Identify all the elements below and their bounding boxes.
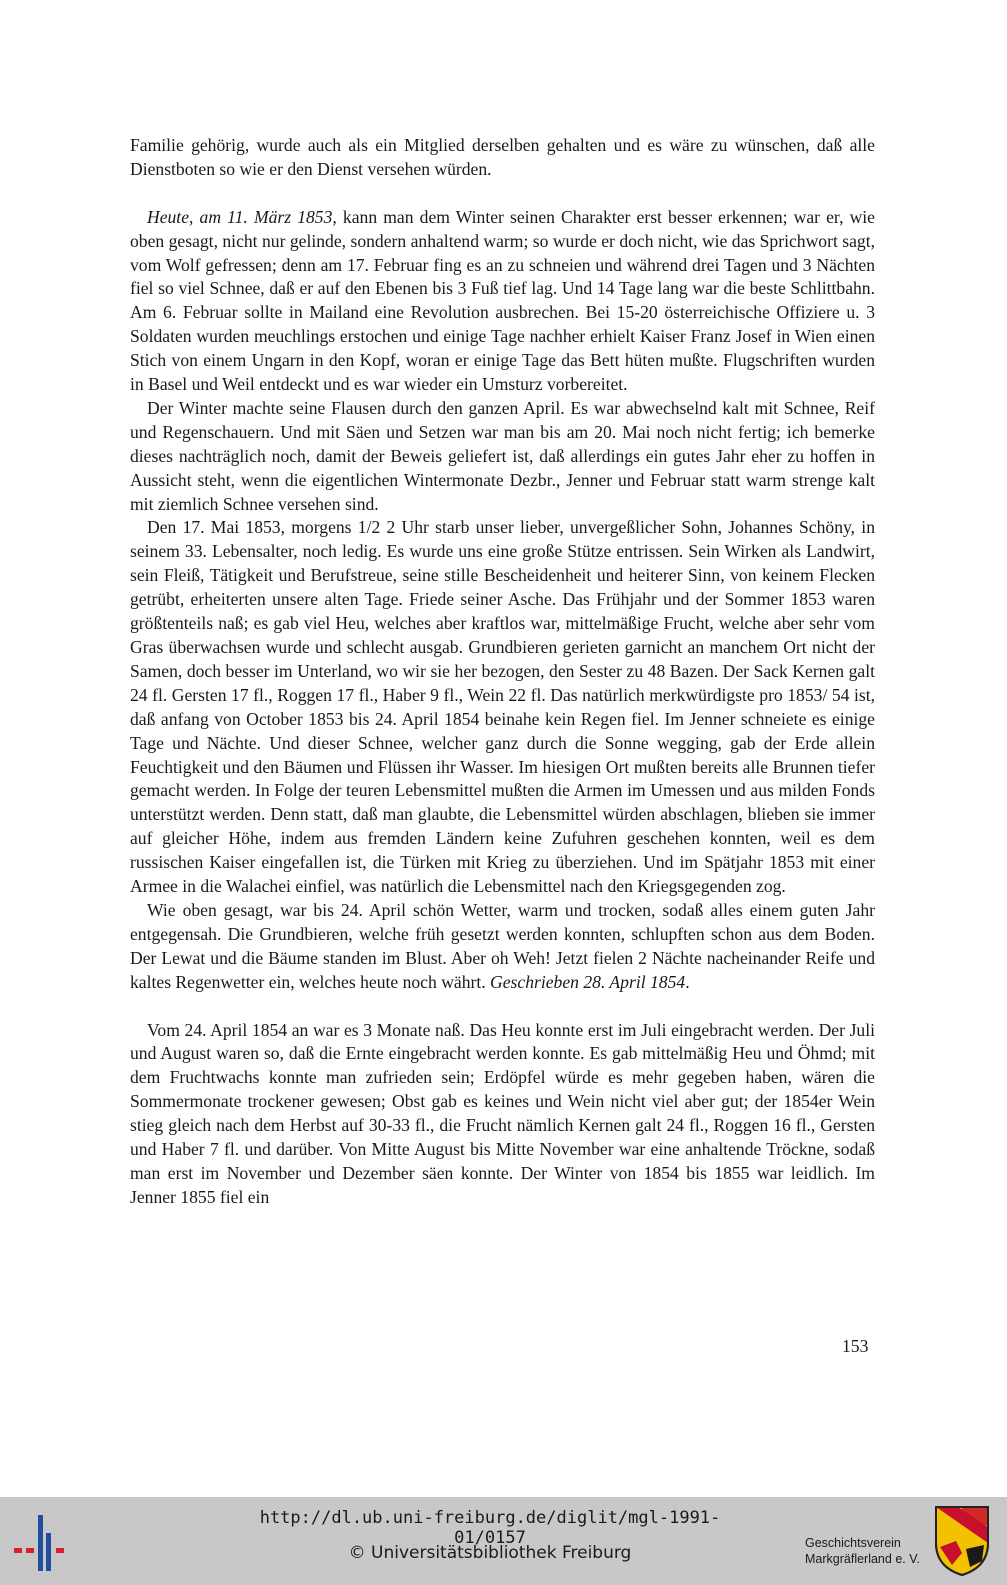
page-text: [130, 134, 875, 1210]
paragraph-5-text: Wie oben gesagt, war bis 24. April schön Wetter, warm und trocken, sodaß alles einem guten Jahr entgegensah. Die Grundbieren, welche früh gesetzt werden konnten, schlupften schon aus dem Boden. Der Lewat und die Bäume standen im Blust. Aber oh Weh! Jetzt fielen 2 Nächte nacheinander Reife und kaltes Regenwetter ein, welches heute noch währt.: [130, 899, 875, 992]
footer-copyright: © Universitätsbibliothek Freiburg: [348, 1543, 632, 1563]
paragraph-6-text: Vom 24. April 1854 an war es 3 Monate naß. Das Heu konnte erst im Juli eingebracht werden. Der Juli und August waren so, daß die Ernte eingebracht werden konnte. Es gab mittelmäßig Heu und Öhmd; mit dem Fruchtwachs konnte man zufrieden sein; Erdöpfel würde es mehr gegeben haben, wären die Sommermonate trockener gewesen; Obst gab es keines und Wein nicht viel aber gut; der 1854er Wein stieg gleich nach dem Herbst auf 30-33 fl., die Frucht nämlich Kernen galt 24 fl., Roggen 16 fl., Gersten und Haber 7 fl. und darüber. Von Mitte August bis Mitte November war eine anhaltende Tröckne, sodaß man erst im November und Dezember säen konnte. Der Winter von 1854 bis 1855 war leidlich. Im Jenner 1855 fiel ein: [130, 1019, 875, 1207]
paragraph-6: [130, 1019, 875, 1210]
footer-url-link[interactable]: http://dl.ub.uni-freiburg.de/diglit/mgl-1991-01/0157: [259, 1508, 721, 1548]
paragraph-1-text: Familie gehörig, wurde auch als ein Mitglied derselben gehalten und es wäre zu wünschen, daß alle Dienstboten so wie er den Dienst versehen würden.: [130, 135, 875, 179]
paragraph-5: [130, 899, 875, 995]
paragraph-5-trail-italic: Geschrieben 28. April 1854: [490, 971, 686, 992]
paragraph-3: [130, 397, 875, 517]
university-library-logo-icon: [14, 1515, 64, 1571]
footer-society-name: [805, 1535, 930, 1567]
paragraph-4-text: Den 17. Mai 1853, morgens 1/2 2 Uhr starb unser lieber, unvergeßlicher Sohn, Johannes Schöny, in seinem 33. Lebensalter, noch ledig. Es wurde uns eine große Stütze entrissen. Sein Wirken als Landwirt, sein Fleiß, Tätigkeit und Berufstreue, seine stille Bescheidenheit und heiterer Sinn, von keinem Flecken getrübt, erheiterten unsere alten Tage. Friede seiner Asche. Das Frühjahr und der Sommer 1853 waren größtenteils naß; es gab viel Heu, welches aber kraftlos war, mittelmäßige Frucht, welche aber sehr vom Gras überwachsen wurde und schlecht ausgab. Grundbieren gerieten garnicht an manchem Ort nicht der Samen, doch besser im Unterland, wo wir sie her bezogen, den Sester zu 48 Bazen. Der Sack Kernen galt 24 fl. Gersten 17 fl., Roggen 17 fl., Haber 9 fl., Wein 22 fl. Das natürlich merkwürdigste pro 1853/ 54 ist, daß anfang von October 1853 bis 24. April 1854 beinahe kein Regen fiel. Im Jenner schneiete es einige Tage und Nächte. Und dieser Schnee, welcher ganz durch die Sonne wegging, gab der Erde allein Feuchtigkeit und den Bäumen und Flüssen ihr Wasser. Im hiesigen Ort mußten bereits alle Brunnen tiefer gemacht werden. In Folge der teuren Lebensmittel mußten die Armen im Umessen und aus milden Fonds unterstützt werden. Denn statt, daß man glaubte, die Lebensmittel würden abschlagen, blieben sie immer auf gleicher Höhe, indem aus fremden Ländern keine Zufuhren geschehen konnten, weil es dem russischen Kaiser eingefallen ist, die Türken mit Krieg zu überziehen. Und im Spätjahr 1853 mit einer Armee in die Walachei einfiel, was natürlich die Lebensmittel nach den Kriegsgegenden zog.: [130, 517, 875, 897]
footer-bar: [0, 1497, 1007, 1585]
society-line-1: Geschichtsverein: [805, 1536, 901, 1550]
paragraph-5-trail-text: .: [685, 971, 690, 992]
paragraph-2: [130, 206, 875, 397]
paragraph-1: [130, 134, 875, 182]
paragraph-2-text: , kann man dem Winter seinen Charakter erst besser erkennen; war er, wie oben gesagt, nicht nur gelinde, sondern anhaltend warm; so wurde er doch nicht, wie das Sprichwort sagt, vom Wolf gefressen; denn am 17. Februar fing es an zu schneien und während drei Tagen und 3 Nächten fiel so viel Schnee, daß er auf den Ebenen bis 3 Fuß tief lag. Und 14 Tage lang war die beste Schlittbahn. Am 6. Februar sollte in Mailand eine Revolution ausbrechen. Bei 15-20 österreichische Offiziere u. 3 Soldaten wurden meuchlings erstochen und einige Tage nachher erhielt Kaiser Franz Josef in Wien einen Stich von einem Ungarn in den Kopf, woran er einige Tage das Bett hüten mußte. Flugschriften wurden in Basel und Weil entdeckt und es war wieder ein Umsturz vorbereitet.: [130, 206, 875, 395]
society-line-2: Markgräflerland e. V.: [805, 1552, 920, 1566]
paragraph-2-lead-italic: Heute, am 11. März 1853: [147, 206, 333, 227]
paragraph-4: [130, 516, 875, 899]
paragraph-3-text: Der Winter machte seine Flausen durch den ganzen April. Es war abwechselnd kalt mit Schnee, Reif und Regenschauern. Und mit Säen und Setzen war man bis am 20. Mai noch nicht fertig; ich bemerke dieses nachträglich noch, damit der Beweis geliefert ist, daß allerdings ein gutes Jahr eher zu hoffen in Aussicht steht, wenn die eigentlichen Wintermonate Dezbr., Jenner und Februar statt warm strenge kalt mit ziemlich Schnee versehen sind.: [130, 397, 875, 514]
page-number: 153: [842, 1336, 869, 1356]
society-crest-icon: [934, 1505, 990, 1577]
